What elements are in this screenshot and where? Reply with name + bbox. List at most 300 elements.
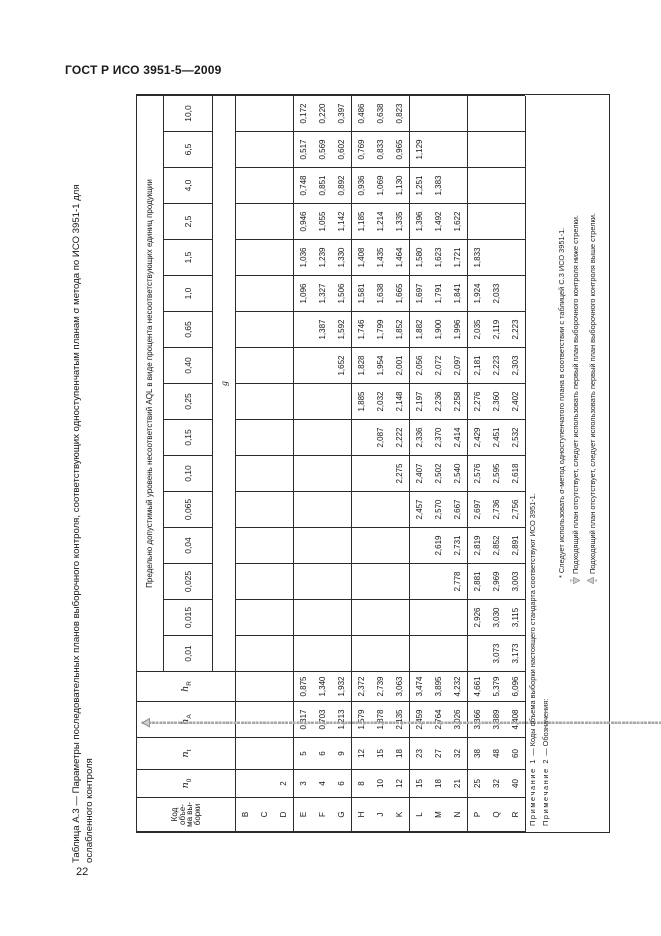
nt-cell: 12 <box>352 738 372 770</box>
g-cell <box>236 168 256 204</box>
g-cell: 1,882 <box>410 312 430 348</box>
aql-label-cell: 0,025 <box>164 564 213 600</box>
g-cell: 2,148 <box>390 384 410 420</box>
n0-cell: 10 <box>371 770 390 798</box>
sampling-plans-table <box>137 95 525 832</box>
header-nt <box>137 738 236 770</box>
code-cell: L <box>410 798 430 832</box>
g-cell <box>410 636 430 672</box>
nt-cell <box>255 738 274 770</box>
g-cell: 1,592 <box>332 312 352 348</box>
g-cell <box>255 600 274 636</box>
g-cell: 2,033 <box>487 276 506 312</box>
g-cell <box>429 564 448 600</box>
n0-cell <box>236 770 256 798</box>
g-cell <box>255 240 274 276</box>
g-cell: 1,721 <box>448 240 468 276</box>
n0-cell: 21 <box>448 770 468 798</box>
nt-cell: 18 <box>390 738 410 770</box>
g-cell <box>274 312 294 348</box>
g-cell <box>390 492 410 528</box>
hR-cell <box>274 672 294 702</box>
table-row <box>468 96 488 832</box>
g-cell: 2,407 <box>410 456 430 492</box>
nt-cell: 60 <box>506 738 525 770</box>
page-number: 22 <box>76 866 89 878</box>
hR-cell <box>255 672 274 702</box>
table-caption <box>70 87 96 863</box>
g-cell: 3,115 <box>506 600 525 636</box>
g-cell <box>294 312 314 348</box>
g-cell: 1,129 <box>410 132 430 168</box>
table-row <box>352 96 372 832</box>
g-cell <box>294 456 314 492</box>
g-cell: 1,791 <box>429 276 448 312</box>
g-cell <box>313 564 332 600</box>
g-cell <box>255 132 274 168</box>
g-cell: 0,769 <box>352 132 372 168</box>
n0-cell: 8 <box>352 770 372 798</box>
g-cell <box>274 204 294 240</box>
hR-cell: 0,875 <box>294 672 314 702</box>
g-cell: 2,618 <box>506 456 525 492</box>
g-cell <box>274 420 294 456</box>
g-cell: 0,748 <box>294 168 314 204</box>
g-cell <box>371 456 390 492</box>
g-cell <box>371 492 390 528</box>
g-cell: 0,965 <box>390 132 410 168</box>
g-cell <box>236 348 256 384</box>
g-cell: 2,402 <box>506 384 525 420</box>
table-row <box>313 96 332 832</box>
legend-single-plan-text: * Следует использовать σ-метод одноступенчатого плана в соответствии с таблицей С.3 ИСО 3951-1. <box>557 227 566 578</box>
g-cell: 0,172 <box>294 96 314 132</box>
g-cell <box>236 276 256 312</box>
table-row <box>410 96 430 832</box>
legend-up <box>587 96 597 584</box>
g-cell <box>236 636 256 672</box>
note-2 <box>541 96 550 826</box>
table-row <box>371 96 390 832</box>
g-cell: 2,223 <box>487 348 506 384</box>
g-cell: 1,665 <box>390 276 410 312</box>
g-cell: 2,119 <box>487 312 506 348</box>
nt-cell: 48 <box>487 738 506 770</box>
g-cell: 1,638 <box>371 276 390 312</box>
aql-label-cell: 0,40 <box>164 348 213 384</box>
legend-down-text: Подходящий план отсутствует, следует использовать первый план выборочного контроля ниже стрелки. <box>571 215 580 574</box>
g-cell <box>274 240 294 276</box>
aql-label-cell: 4,0 <box>164 168 213 204</box>
legend-down <box>570 96 580 584</box>
note-1 <box>528 96 537 826</box>
g-cell: 2,457 <box>410 492 430 528</box>
g-cell <box>468 132 488 168</box>
g-cell: 1,954 <box>371 348 390 384</box>
g-cell <box>448 132 468 168</box>
hA-cell: 1,878 <box>371 702 390 738</box>
g-cell <box>390 528 410 564</box>
g-cell: 1,383 <box>429 168 448 204</box>
legend-up-text: Подходящий план отсутствует, следует использовать первый план выборочного контроля выше стрелки. <box>588 213 597 574</box>
nt-cell <box>236 738 256 770</box>
hR-cell: 3,063 <box>390 672 410 702</box>
g-cell: 1,652 <box>332 348 352 384</box>
nt-cell: 23 <box>410 738 430 770</box>
table-row <box>448 96 468 832</box>
g-cell: 0,220 <box>313 96 332 132</box>
g-cell: 2,197 <box>410 384 430 420</box>
hA-cell: 0,317 <box>294 702 314 738</box>
nt-cell: 15 <box>371 738 390 770</box>
table-row <box>236 96 256 832</box>
g-cell: 2,451 <box>487 420 506 456</box>
n0-cell: 18 <box>429 770 448 798</box>
table-row <box>332 96 352 832</box>
g-cell: 2,576 <box>468 456 488 492</box>
g-cell: 1,330 <box>332 240 352 276</box>
nt-cell: 38 <box>468 738 488 770</box>
g-cell <box>371 636 390 672</box>
g-cell: 0,833 <box>371 132 390 168</box>
g-cell: 2,087 <box>371 420 390 456</box>
aql-label-cell: 1,5 <box>164 240 213 276</box>
g-cell <box>294 528 314 564</box>
g-cell <box>352 456 372 492</box>
g-cell <box>274 384 294 420</box>
g-cell: 2,697 <box>468 492 488 528</box>
g-cell: 1,408 <box>352 240 372 276</box>
legend-single-plan <box>557 96 566 578</box>
g-cell: 2,429 <box>468 420 488 456</box>
g-cell: 2,276 <box>468 384 488 420</box>
g-cell <box>487 240 506 276</box>
code-cell: J <box>371 798 390 832</box>
g-cell <box>506 276 525 312</box>
code-cell: N <box>448 798 468 832</box>
g-cell: 2,097 <box>448 348 468 384</box>
g-cell <box>255 384 274 420</box>
g-cell <box>255 456 274 492</box>
hA-cell <box>255 702 274 738</box>
g-cell <box>352 636 372 672</box>
hR-cell: 2,739 <box>371 672 390 702</box>
g-cell <box>236 312 256 348</box>
nt-cell: 6 <box>313 738 332 770</box>
g-cell: 1,036 <box>294 240 314 276</box>
n0-cell: 6 <box>332 770 352 798</box>
nt-cell: 9 <box>332 738 352 770</box>
n0-cell: 12 <box>390 770 410 798</box>
table-row <box>255 96 274 832</box>
hR-cell: 6,096 <box>506 672 525 702</box>
g-cell <box>468 636 488 672</box>
g-cell <box>294 492 314 528</box>
header-n0 <box>137 770 236 798</box>
aql-label-cell: 1,0 <box>164 276 213 312</box>
note-1-label: Примечание 1 <box>528 757 537 826</box>
g-cell <box>294 564 314 600</box>
code-cell: D <box>274 798 294 832</box>
table-caption-line1: Таблица А.3 — Параметры последовательных планов выборочного контроля, соответствующих одноступенчатым планам σ метода по ИСО 3951-1 для <box>71 184 82 863</box>
table-row <box>294 96 314 832</box>
g-cell <box>332 420 352 456</box>
g-cell <box>371 564 390 600</box>
g-cell <box>236 456 256 492</box>
hA-cell: 2,764 <box>429 702 448 738</box>
code-cell: B <box>236 798 256 832</box>
g-cell <box>274 348 294 384</box>
code-cell: R <box>506 798 525 832</box>
table-row <box>274 96 294 832</box>
g-cell <box>313 348 332 384</box>
g-cell <box>352 528 372 564</box>
g-cell: 0,823 <box>390 96 410 132</box>
aql-label-cell: 0,10 <box>164 456 213 492</box>
g-cell <box>274 564 294 600</box>
g-cell <box>236 564 256 600</box>
aql-label-cell: 6,5 <box>164 132 213 168</box>
g-cell: 1,130 <box>390 168 410 204</box>
g-cell <box>255 564 274 600</box>
g-cell <box>294 636 314 672</box>
g-cell: 1,185 <box>352 204 372 240</box>
math-symbol: $n_t$ <box>179 749 193 758</box>
code-cell: C <box>255 798 274 832</box>
code-cell: E <box>294 798 314 832</box>
g-cell <box>255 528 274 564</box>
g-cell: 2,532 <box>506 420 525 456</box>
g-cell: 2,236 <box>429 384 448 420</box>
g-cell <box>371 600 390 636</box>
nt-cell: 5 <box>294 738 314 770</box>
g-cell: 2,502 <box>429 456 448 492</box>
table-frame <box>136 94 610 833</box>
header-hR <box>137 672 236 702</box>
hR-cell: 1,340 <box>313 672 332 702</box>
g-cell <box>410 96 430 132</box>
g-cell <box>313 636 332 672</box>
g-cell: 1,581 <box>352 276 372 312</box>
g-cell: 1,142 <box>332 204 352 240</box>
g-cell: 1,833 <box>468 240 488 276</box>
g-cell: 2,072 <box>429 348 448 384</box>
g-cell: 1,239 <box>313 240 332 276</box>
hA-cell: 1,213 <box>332 702 352 738</box>
g-cell: 2,360 <box>487 384 506 420</box>
g-cell <box>255 348 274 384</box>
aql-label-cell: 0,01 <box>164 636 213 672</box>
g-cell <box>274 276 294 312</box>
g-cell <box>468 96 488 132</box>
hA-cell: 0,703 <box>313 702 332 738</box>
hR-cell: 4,661 <box>468 672 488 702</box>
note-1-text: — Коды объема выборки настоящего стандарта соответствуют ИСО 3951-1. <box>528 493 537 758</box>
g-cell: 3,073 <box>487 636 506 672</box>
g-cell: 2,819 <box>468 528 488 564</box>
g-cell <box>468 204 488 240</box>
g-cell <box>255 420 274 456</box>
g-cell <box>313 528 332 564</box>
g-cell <box>255 636 274 672</box>
table-caption-line2: ослабленного контроля <box>84 758 95 863</box>
g-cell <box>274 132 294 168</box>
g-cell <box>448 600 468 636</box>
g-cell: 2,181 <box>468 348 488 384</box>
note-2-label: Примечание 2 <box>541 757 550 826</box>
g-cell <box>274 492 294 528</box>
g-cell <box>255 312 274 348</box>
g-cell <box>274 456 294 492</box>
g-cell <box>236 96 256 132</box>
n0-cell: 3 <box>294 770 314 798</box>
g-cell <box>274 636 294 672</box>
g-cell <box>352 420 372 456</box>
down-arrow-icon <box>570 577 580 584</box>
g-cell: 2,222 <box>390 420 410 456</box>
n0-cell: 2 <box>274 770 294 798</box>
aql-label-cell: 0,04 <box>164 528 213 564</box>
aql-title: Предельно допустимый уровень несоответствий AQL в виде процента несоответствующих единиц продукции <box>137 96 164 672</box>
g-cell <box>506 204 525 240</box>
g-cell <box>294 600 314 636</box>
math-symbol: $h_R$ <box>179 681 193 692</box>
code-cell: Q <box>487 798 506 832</box>
hA-cell: 4,408 <box>506 702 525 738</box>
code-cell: P <box>468 798 488 832</box>
g-cell: 0,936 <box>352 168 372 204</box>
g-cell <box>429 96 448 132</box>
g-cell: 1,580 <box>410 240 430 276</box>
g-cell <box>429 636 448 672</box>
g-cell <box>236 132 256 168</box>
g-cell: 3,003 <box>506 564 525 600</box>
g-cell <box>313 384 332 420</box>
hR-cell <box>236 672 256 702</box>
g-cell: 2,035 <box>468 312 488 348</box>
g-cell: 1,435 <box>371 240 390 276</box>
g-cell: 2,619 <box>429 528 448 564</box>
code-cell: K <box>390 798 410 832</box>
g-cell <box>506 96 525 132</box>
aql-label-cell: 0,015 <box>164 600 213 636</box>
hA-cell: 2,459 <box>410 702 430 738</box>
g-cell: 1,799 <box>371 312 390 348</box>
g-cell <box>448 636 468 672</box>
g-cell: 1,622 <box>448 204 468 240</box>
g-cell: 1,828 <box>352 348 372 384</box>
g-cell: 2,303 <box>506 348 525 384</box>
g-cell: 1,096 <box>294 276 314 312</box>
g-cell <box>313 492 332 528</box>
g-cell: 1,335 <box>390 204 410 240</box>
hR-cell: 5,379 <box>487 672 506 702</box>
g-cell: 1,492 <box>429 204 448 240</box>
g-cell: 0,569 <box>313 132 332 168</box>
g-cell: 1,996 <box>448 312 468 348</box>
table-row <box>390 96 410 832</box>
g-cell <box>274 528 294 564</box>
n0-cell: 25 <box>468 770 488 798</box>
g-cell: 1,387 <box>313 312 332 348</box>
n0-cell <box>255 770 274 798</box>
g-cell: 0,851 <box>313 168 332 204</box>
g-cell <box>236 420 256 456</box>
g-cell <box>487 204 506 240</box>
g-cell: 1,900 <box>429 312 448 348</box>
g-cell: 1,852 <box>390 312 410 348</box>
g-cell <box>332 636 352 672</box>
g-cell: 1,506 <box>332 276 352 312</box>
g-cell <box>390 564 410 600</box>
g-cell: 2,540 <box>448 456 468 492</box>
g-cell <box>410 528 430 564</box>
g-cell <box>332 528 352 564</box>
g-cell <box>390 636 410 672</box>
aql-label-cell: 0,25 <box>164 384 213 420</box>
g-cell: 2,926 <box>468 600 488 636</box>
g-cell <box>313 420 332 456</box>
g-cell: 0,946 <box>294 204 314 240</box>
g-cell: 2,570 <box>429 492 448 528</box>
g-cell: 0,517 <box>294 132 314 168</box>
g-cell <box>506 132 525 168</box>
g-cell: 3,030 <box>487 600 506 636</box>
nt-cell: 32 <box>448 738 468 770</box>
math-symbol: $n_0$ <box>179 778 193 789</box>
g-cell <box>429 132 448 168</box>
g-cell: 1,214 <box>371 204 390 240</box>
g-cell <box>371 528 390 564</box>
g-cell: 2,969 <box>487 564 506 600</box>
up-arrow-icon <box>587 577 597 584</box>
g-cell <box>468 168 488 204</box>
g-cell: 2,336 <box>410 420 430 456</box>
g-cell: 2,891 <box>506 528 525 564</box>
g-cell: 0,397 <box>332 96 352 132</box>
g-cell: 0,638 <box>371 96 390 132</box>
code-cell: H <box>352 798 372 832</box>
aql-label-cell: 0,65 <box>164 312 213 348</box>
n0-cell: 4 <box>313 770 332 798</box>
g-cell <box>332 384 352 420</box>
hR-cell: 3,474 <box>410 672 430 702</box>
g-cell <box>352 492 372 528</box>
g-cell: 1,623 <box>429 240 448 276</box>
g-cell <box>429 600 448 636</box>
g-cell <box>352 564 372 600</box>
g-cell <box>236 384 256 420</box>
g-cell <box>506 168 525 204</box>
g-cell <box>332 492 352 528</box>
note-2-text: — Обозначения: <box>541 698 550 758</box>
g-cell <box>274 96 294 132</box>
aql-label-cell: 10,0 <box>164 96 213 132</box>
n0-cell: 32 <box>487 770 506 798</box>
g-cell <box>487 168 506 204</box>
g-label: g <box>213 96 236 672</box>
g-cell: 2,756 <box>506 492 525 528</box>
g-cell <box>448 96 468 132</box>
hA-cell: 3,889 <box>487 702 506 738</box>
hA-cell: 3,366 <box>468 702 488 738</box>
g-cell <box>294 384 314 420</box>
n0-cell: 40 <box>506 770 525 798</box>
g-cell <box>410 564 430 600</box>
g-cell: 2,258 <box>448 384 468 420</box>
g-cell <box>332 600 352 636</box>
nt-cell: 27 <box>429 738 448 770</box>
